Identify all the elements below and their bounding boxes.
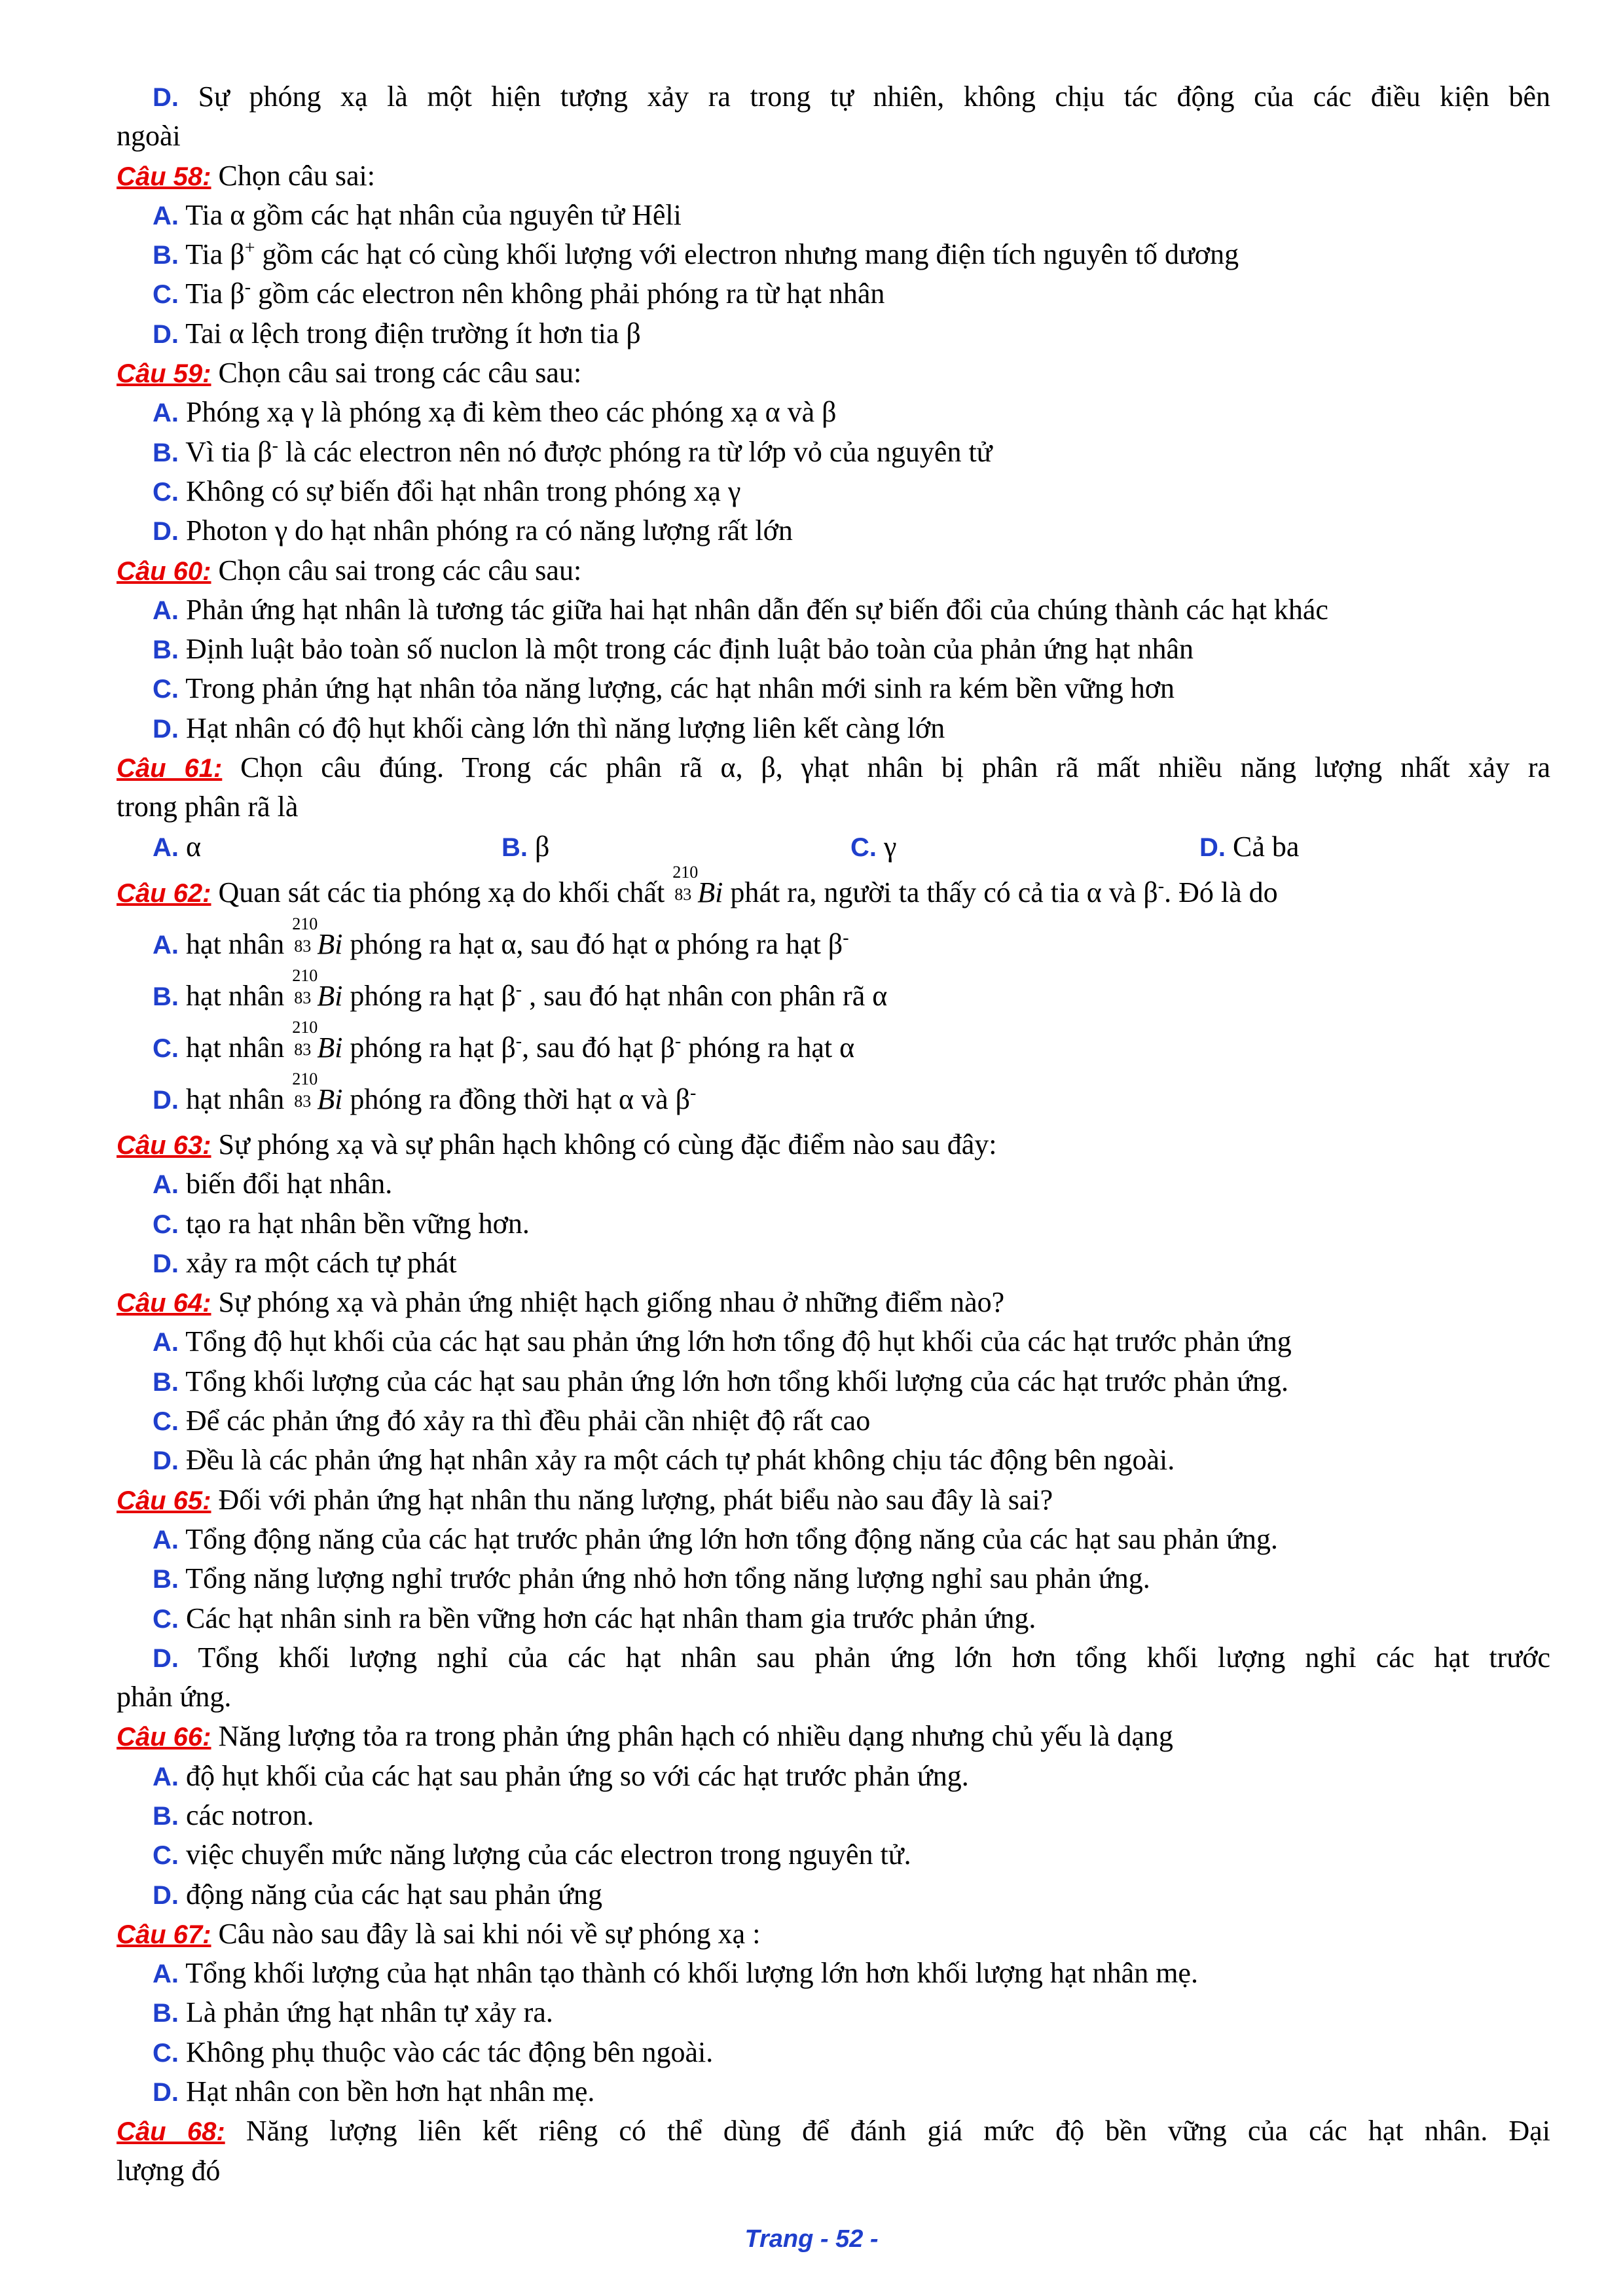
- question-label: Câu 68:: [117, 2117, 225, 2147]
- q61-option-d: [1199, 827, 1548, 867]
- element-symbol: Bi: [317, 1083, 343, 1115]
- atomic-number: 83: [294, 936, 312, 956]
- page-number-footer: Trang - 52 -: [744, 2225, 879, 2253]
- option-label: B.: [153, 1565, 179, 1594]
- nuclide-symbol: [292, 1017, 318, 1060]
- option-text: phóng ra hạt α: [688, 1031, 855, 1064]
- option-label: B.: [153, 1999, 179, 2028]
- question-label: Câu 64:: [117, 1289, 211, 1318]
- option-text: hạt nhân: [186, 1031, 285, 1064]
- option-text: Trong phản ứng hạt nhân tỏa năng lượng, các hạt nhân mới sinh ra kém bền vững hơn: [185, 672, 1175, 705]
- superscript: -: [690, 1083, 697, 1103]
- q60-option-a: [117, 590, 1550, 630]
- q66-option-b: [117, 1796, 1550, 1835]
- q59-option-c: [117, 472, 1550, 511]
- atomic-number: 83: [294, 1091, 312, 1111]
- question-label: Câu 62:: [117, 878, 211, 908]
- q63-option-c: [117, 1204, 1550, 1244]
- option-text: các notron.: [186, 1799, 314, 1831]
- option-text: hạt nhân: [186, 1083, 285, 1115]
- atomic-number: 83: [294, 1039, 312, 1059]
- option-label: B.: [153, 241, 179, 270]
- q60-option-c: [117, 669, 1550, 708]
- mass-number: 210: [672, 862, 699, 882]
- option-text: hạt nhân: [186, 979, 285, 1012]
- element-symbol: Bi: [317, 979, 343, 1012]
- q67-option-b: [117, 1993, 1550, 2032]
- q60-stem: [117, 551, 1550, 590]
- q61-options: [117, 827, 1550, 867]
- nuclide-symbol: [292, 965, 318, 1008]
- superscript: -: [515, 979, 522, 1000]
- superscript: -: [843, 927, 849, 948]
- option-text: phóng ra hạt α, sau đó hạt α phóng ra hạt β: [350, 927, 843, 960]
- q60-option-d: [117, 709, 1550, 748]
- option-label: C.: [153, 280, 179, 310]
- option-label: B.: [501, 833, 528, 862]
- question-text: Chọn câu sai:: [218, 159, 376, 192]
- option-text: hạt nhân: [186, 927, 285, 960]
- question-text: Năng lượng tỏa ra trong phản ứng phân hạch có nhiều dạng nhưng chủ yếu là dạng: [218, 1720, 1173, 1753]
- option-label: B.: [153, 982, 179, 1011]
- option-label: D.: [153, 319, 179, 349]
- element-symbol: Bi: [317, 927, 343, 960]
- q64-option-c: [117, 1401, 1550, 1441]
- q63-stem: [117, 1125, 1550, 1164]
- question-text: Năng lượng liên kết riêng có thể dùng để đánh giá mức độ bền vững của các hạt nhân. Đại: [246, 2115, 1550, 2147]
- question-label: Câu 63:: [117, 1130, 211, 1160]
- option-label: C.: [153, 1210, 179, 1239]
- question-label: Câu 58:: [117, 162, 211, 191]
- q61-option-a: [153, 827, 501, 867]
- option-label: A.: [153, 1960, 179, 1989]
- option-label: C.: [153, 1841, 179, 1871]
- q67-option-a: [117, 1954, 1550, 1993]
- question-text: Sự phóng xạ và phản ứng nhiệt hạch giống nhau ở những điểm nào?: [218, 1286, 1005, 1319]
- option-text: gồm các hạt có cùng khối lượng với electron nhưng mang điện tích nguyên tố dương: [262, 238, 1239, 271]
- option-label: C.: [153, 1407, 179, 1437]
- question-text: . Đó là do: [1164, 876, 1278, 908]
- option-text: biến đổi hạt nhân.: [186, 1168, 393, 1200]
- option-text: γ: [884, 830, 897, 863]
- question-text: Quan sát các tia phóng xạ do khối chất: [218, 876, 665, 908]
- option-text: Tổng động năng của các hạt trước phản ứng lớn hơn tổng động năng của các hạt sau phản ứng.: [185, 1522, 1278, 1555]
- option-text: Phản ứng hạt nhân là tương tác giữa hai hạt nhân dẫn đến sự biến đổi của chúng thành các hạt khác: [186, 593, 1328, 626]
- option-text: Tia β: [185, 278, 245, 310]
- option-label: C.: [153, 477, 179, 507]
- option-text: Tổng khối lượng của các hạt sau phản ứng lớn hơn tổng khối lượng của các hạt trước phản ứng.: [185, 1365, 1288, 1397]
- option-text: gồm các electron nên không phải phóng ra từ hạt nhân: [258, 278, 885, 310]
- question-label: Câu 66:: [117, 1723, 211, 1752]
- option-label: A.: [153, 930, 179, 960]
- option-text: Tai α lệch trong điện trường ít hơn tia β: [185, 317, 641, 350]
- option-text: Tia β: [185, 238, 245, 271]
- option-text: Tổng độ hụt khối của các hạt sau phản ứng lớn hơn tổng độ hụt khối của các hạt trước phản ứng: [185, 1325, 1292, 1358]
- option-label: B.: [153, 1367, 179, 1397]
- option-label: D.: [1199, 833, 1226, 862]
- option-text: phóng ra hạt β: [350, 979, 516, 1012]
- option-text: phóng ra đồng thời hạt α và β: [350, 1083, 691, 1115]
- q66-option-c: [117, 1835, 1550, 1874]
- option-text: , sau đó hạt nhân con phân rã α: [529, 979, 888, 1012]
- mass-number: 210: [292, 914, 318, 933]
- superscript: -: [272, 435, 278, 456]
- option-label: C.: [153, 675, 179, 704]
- option-text: động năng của các hạt sau phản ứng: [186, 1878, 602, 1910]
- q68-stem-cont: lượng đó: [117, 2154, 221, 2187]
- q62-stem: [117, 862, 1550, 918]
- question-label: Câu 61:: [117, 754, 223, 783]
- q64-stem: [117, 1283, 1550, 1322]
- q62-option-a: [117, 914, 1550, 970]
- q58-option-a: [117, 196, 1550, 235]
- option-text: xảy ra một cách tự phát: [186, 1246, 457, 1279]
- option-text: Hạt nhân có độ hụt khối càng lớn thì năng lượng liên kết càng lớn: [186, 711, 945, 744]
- option-text: Tổng khối lượng nghỉ của các hạt nhân sau phản ứng lớn hơn tổng khối lượng nghỉ các hạt trước: [198, 1641, 1550, 1674]
- option-label: C.: [153, 1033, 179, 1063]
- q63-option-d: [117, 1244, 1550, 1283]
- question-text: phát ra, người ta thấy có cả tia α và β: [730, 876, 1158, 908]
- q62-option-c: [117, 1017, 1550, 1073]
- option-text: β: [535, 830, 550, 863]
- option-label: B.: [153, 636, 179, 665]
- option-text: tạo ra hạt nhân bền vững hơn.: [186, 1207, 530, 1240]
- mass-number: 210: [292, 965, 318, 985]
- q65-option-d-cont: phản ứng.: [117, 1681, 232, 1713]
- option-text: Không phụ thuộc vào các tác động bên ngoài.: [186, 2036, 714, 2068]
- q65-option-d: [117, 1638, 1550, 1677]
- option-label: D.: [153, 2078, 179, 2108]
- option-text: Sự phóng xạ là một hiện tượng xảy ra trong tự nhiên, không chịu tác động của các điều kiện bên: [198, 81, 1551, 113]
- q64-option-b: [117, 1362, 1550, 1401]
- q63-option-a: [117, 1164, 1550, 1204]
- question-label: Câu 60:: [117, 556, 211, 586]
- option-label: C.: [850, 833, 877, 862]
- q62-option-b: [117, 965, 1550, 1022]
- question-text: Chọn câu sai trong các câu sau:: [218, 554, 582, 586]
- superscript: -: [515, 1031, 522, 1052]
- option-text: , sau đó hạt β: [522, 1031, 675, 1064]
- option-text: Tia α gồm các hạt nhân của nguyên tử Hêli: [185, 198, 682, 231]
- option-text: Đều là các phản ứng hạt nhân xảy ra một cách tự phát không chịu tác động bên ngoài.: [186, 1444, 1175, 1477]
- q58-option-c: [117, 274, 1550, 314]
- question-label: Câu 59:: [117, 359, 211, 389]
- atomic-number: 83: [674, 884, 692, 904]
- option-text: Định luật bảo toàn số nuclon là một trong các định luật bảo toàn của phản ứng hạt nhân: [186, 633, 1194, 666]
- q59-stem: [117, 353, 1550, 393]
- option-text: Cả ba: [1233, 830, 1300, 863]
- q65-option-c: [117, 1599, 1550, 1638]
- option-label: A.: [153, 596, 179, 625]
- q57-option-d: [117, 77, 1550, 117]
- question-text: Câu nào sau đây là sai khi nói về sự phóng xạ :: [218, 1917, 761, 1950]
- q67-stem: [117, 1914, 1550, 1954]
- option-text: Tổng khối lượng của hạt nhân tạo thành có khối lượng lớn hơn khối lượng hạt nhân mẹ.: [185, 1957, 1198, 1990]
- option-label: D.: [153, 1446, 179, 1476]
- q58-option-d: [117, 314, 1550, 353]
- option-label: B.: [153, 1801, 179, 1831]
- q62-option-d: [117, 1069, 1550, 1125]
- q61-option-b: [501, 827, 850, 867]
- q60-option-b: [117, 630, 1550, 669]
- element-symbol: Bi: [697, 876, 723, 908]
- option-label: D.: [153, 714, 179, 744]
- q61-stem: [117, 748, 1550, 787]
- option-label: A.: [153, 201, 179, 230]
- option-text: Không có sự biến đổi hạt nhân trong phóng xạ γ: [186, 475, 741, 507]
- q61-stem-cont: trong phân rã là: [117, 791, 299, 823]
- q67-option-c: [117, 2033, 1550, 2072]
- option-text: độ hụt khối của các hạt sau phản ứng so với các hạt trước phản ứng.: [186, 1759, 969, 1792]
- option-text: Để các phản ứng đó xảy ra thì đều phải cần nhiệt độ rất cao: [186, 1405, 871, 1437]
- question-text: Chọn câu sai trong các câu sau:: [218, 357, 582, 389]
- q57-option-d-cont: ngoài: [117, 120, 181, 152]
- option-text: Các hạt nhân sinh ra bền vững hơn các hạt nhân tham gia trước phản ứng.: [186, 1602, 1036, 1634]
- q58-option-b: [117, 235, 1550, 274]
- nuclide-symbol: [672, 862, 699, 905]
- option-text: là các electron nên nó được phóng ra từ lớp vỏ của nguyên tử: [285, 435, 993, 468]
- option-label: A.: [153, 399, 179, 428]
- mass-number: 210: [292, 1069, 318, 1088]
- option-label: A.: [153, 1170, 179, 1200]
- q58-stem: [117, 156, 1550, 196]
- nuclide-symbol: [292, 914, 318, 956]
- q59-option-d: [117, 511, 1550, 550]
- option-label: A.: [153, 1762, 179, 1791]
- element-symbol: Bi: [317, 1031, 343, 1064]
- q65-option-a: [117, 1520, 1550, 1559]
- nuclide-symbol: [292, 1069, 318, 1111]
- option-label: D.: [153, 1085, 179, 1115]
- q66-stem: [117, 1717, 1550, 1756]
- option-label: A.: [153, 1328, 179, 1357]
- mass-number: 210: [292, 1017, 318, 1037]
- option-label: B.: [153, 438, 179, 467]
- option-label: D.: [153, 83, 179, 112]
- option-label: D.: [153, 1249, 179, 1278]
- superscript: -: [244, 277, 251, 298]
- option-label: A.: [153, 1525, 179, 1554]
- q59-option-b: [117, 433, 1550, 472]
- question-text: Đối với phản ứng hạt nhân thu năng lượng, phát biểu nào sau đây là sai?: [218, 1483, 1053, 1516]
- option-text: Tổng năng lượng nghỉ trước phản ứng nhỏ hơn tổng năng lượng nghỉ sau phản ứng.: [185, 1562, 1150, 1595]
- q68-stem: [117, 2111, 1550, 2151]
- q66-option-a: [117, 1757, 1550, 1796]
- option-label: D.: [153, 1643, 179, 1673]
- option-text: Vì tia β: [185, 435, 272, 468]
- option-label: D.: [153, 1880, 179, 1910]
- option-text: việc chuyển mức năng lượng của các electron trong nguyên tử.: [186, 1839, 911, 1871]
- option-label: C.: [153, 2038, 179, 2068]
- q65-option-b: [117, 1559, 1550, 1598]
- q67-option-d: [117, 2072, 1550, 2111]
- option-text: Photon γ do hạt nhân phóng ra có năng lượng rất lớn: [186, 514, 793, 547]
- option-label: C.: [153, 1604, 179, 1634]
- q65-stem: [117, 1480, 1550, 1520]
- superscript: -: [674, 1031, 682, 1052]
- option-text: Là phản ứng hạt nhân tự xảy ra.: [186, 1996, 553, 2029]
- option-text: Phóng xạ γ là phóng xạ đi kèm theo các phóng xạ α và β: [186, 396, 837, 429]
- superscript: +: [244, 238, 255, 259]
- option-text: phóng ra hạt β: [350, 1031, 516, 1064]
- q64-option-a: [117, 1322, 1550, 1361]
- superscript: -: [1158, 876, 1165, 897]
- q59-option-a: [117, 393, 1550, 432]
- question-label: Câu 65:: [117, 1486, 211, 1515]
- option-text: α: [186, 830, 202, 863]
- option-label: D.: [153, 517, 179, 547]
- q61-option-c: [850, 827, 1199, 867]
- q66-option-d: [117, 1875, 1550, 1914]
- question-text: Chọn câu đúng. Trong các phân rã α, β, γhạt nhân bị phân rã mất nhiều năng lượng nhất xảy ra: [240, 751, 1551, 784]
- document-page: [117, 77, 1550, 2191]
- option-label: A.: [153, 833, 179, 862]
- atomic-number: 83: [294, 988, 312, 1007]
- question-text: Sự phóng xạ và sự phân hạch không có cùng đặc điểm nào sau đây:: [218, 1128, 997, 1160]
- option-text: Hạt nhân con bền hơn hạt nhân mẹ.: [186, 2075, 595, 2108]
- question-label: Câu 67:: [117, 1920, 211, 1949]
- q64-option-d: [117, 1441, 1550, 1480]
